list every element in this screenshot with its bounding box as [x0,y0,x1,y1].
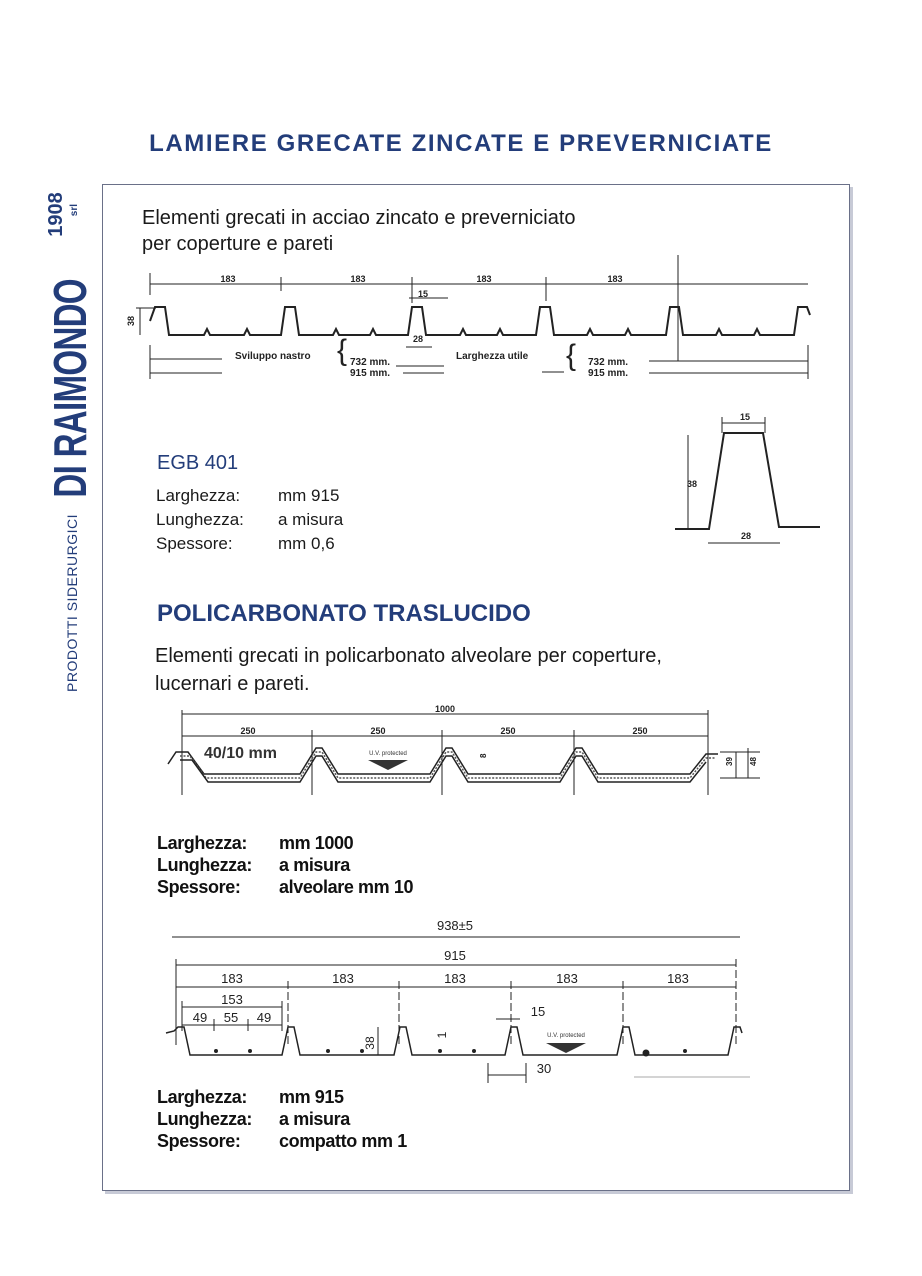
spec-label: Spessore: [156,534,233,553]
spec-value: mm 1000 [279,833,354,853]
spec-label: Spessore: [157,1131,241,1151]
bottom-width-label: 28 [413,334,424,344]
total-width-label: 915 [444,948,466,963]
spec-row [157,1130,407,1152]
pitch-label-1: 250 [240,726,256,736]
uv-protected-label: U.V. protected [547,1033,585,1039]
spec-label: Larghezza: [157,1087,248,1107]
sub-total-label: 153 [221,992,243,1007]
detail-top-label: 15 [739,412,751,422]
pitch-label-1: 183 [221,971,243,986]
uv-protected-label: U.V. protected [369,751,407,757]
size-a-1: 732 mm. [350,357,391,368]
pitch-label-5: 183 [667,971,689,986]
sub-part-3: 49 [256,1010,272,1025]
pitch-label-3: 250 [500,726,516,736]
thickness-label: 1 [435,1031,449,1039]
brand-suffix: srl [69,203,80,217]
steel-profile-drawing [118,255,823,390]
pitch-label-2: 250 [370,726,386,736]
sub-part-1: 49 [192,1010,208,1025]
polycarbonate-solid-drawing [160,915,755,1090]
spec-label: Larghezza: [156,486,241,505]
sub-part-2: 55 [223,1010,239,1025]
spec-row [156,532,343,556]
thickness-label: 40/10 mm [204,745,277,762]
pitch-label-3: 183 [444,971,466,986]
spec-value: mm 0,6 [278,534,335,553]
pitch-label-1: 183 [220,274,236,284]
total-width-label: 1000 [434,704,456,714]
bottom-width-label: 30 [536,1061,552,1076]
pitch-label-3: 183 [476,274,492,284]
uv-arrow-icon [546,1043,586,1053]
product-name: EGB 401 [157,452,239,474]
brand-name: DI RAIMONDO [44,279,96,498]
pitch-label-2: 183 [332,971,354,986]
spec-label: Lunghezza: [156,510,244,529]
section1-specs [156,484,343,556]
section2-intro-line1: Elementi grecati in policarbonato alveolare per coperture, [155,645,662,667]
small-dim-label: 8 [479,753,488,758]
spec-row [157,832,413,854]
pitch-label-2: 183 [350,274,366,284]
spec-value: a misura [278,510,344,529]
spec-label: Lunghezza: [157,855,252,875]
spec-value: a misura [279,1109,350,1129]
pitch-label-4: 183 [607,274,623,284]
section1-intro-line1: Elementi grecati in acciao zincato e preverniciato [142,207,576,229]
spec-value: mm 915 [278,486,340,505]
spec-row [157,1086,407,1108]
section1-intro-line2: per coperture e pareti [142,233,334,255]
profile-height-label: 38 [126,315,136,327]
spec-label: Spessore: [157,877,241,897]
section1-intro [142,205,576,257]
page-title: LAMIERE GRECATE ZINCATE E PREVERNICIATE [149,130,773,157]
profile-detail-drawing [670,405,825,550]
brace-b: { [566,339,577,372]
brand-tagline-wrap [32,510,112,695]
spec-label: Larghezza: [157,833,248,853]
size-b-2: 915 mm. [588,368,629,379]
section2-intro [155,642,662,698]
spec-row [157,876,413,898]
spec-row [156,508,343,532]
section2-title: POLICARBONATO TRASLUCIDO [157,600,531,627]
size-b-1: 732 mm. [588,357,629,368]
overall-width-label: 938±5 [436,918,474,933]
section2-intro-line2: lucernari e pareti. [155,673,310,695]
steel-profile-line [150,307,810,335]
solid-profile-line [166,1027,742,1055]
spec-row [157,1108,407,1130]
section3-specs [157,1086,407,1152]
pitch-label-4: 183 [556,971,578,986]
larghezza-utile-label: Larghezza utile [456,351,529,362]
dim-48-label: 48 [749,757,758,766]
size-a-2: 915 mm. [350,368,391,379]
top-width-label: 15 [418,289,429,299]
spec-row [157,854,413,876]
spec-value: a misura [279,855,350,875]
spec-value: compatto mm 1 [279,1131,407,1151]
detail-height-label: 38 [686,479,698,489]
spec-value: mm 915 [279,1087,344,1107]
brand-year: 1908 [45,192,67,237]
spec-row [156,484,343,508]
polycarbonate-alveolar-drawing [160,700,770,810]
brace-a: { [337,334,348,367]
spec-value: alveolare mm 10 [279,877,414,897]
top-width-label: 15 [530,1004,546,1019]
dim-39-label: 39 [725,757,734,766]
sviluppo-label: Sviluppo nastro [235,351,311,362]
detail-bottom-label: 28 [740,531,752,541]
spec-label: Lunghezza: [157,1109,252,1129]
section2-specs [157,832,413,898]
fixing-point-icon [643,1050,649,1056]
uv-arrow-icon [368,760,408,770]
brand-tagline: PRODOTTI SIDERURGICI [64,513,80,692]
height-label: 38 [363,1036,377,1050]
pitch-label-4: 250 [632,726,648,736]
